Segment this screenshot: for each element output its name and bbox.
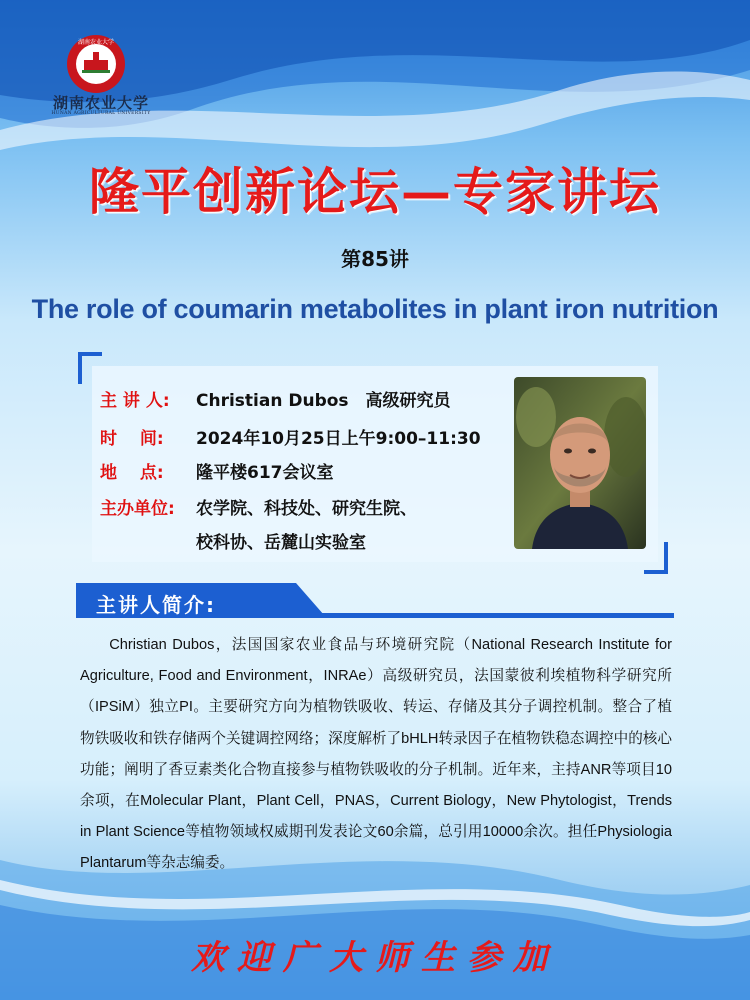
place-value: 隆平楼617会议室 [196,463,334,483]
university-name-english: HUNAN AGRICULTURAL UNIVERSITY [51,111,151,116]
speaker-portrait [514,377,646,549]
host-label: 主办单位: [100,499,175,519]
university-name: 湖南农业大学 [52,94,149,112]
speaker-row [100,386,451,411]
welcome-slogan: 欢迎广大师生参加 [191,938,559,978]
time-value: 2024年10月25日上午9:00–11:30 [196,429,481,449]
host-value-line-1: 农学院、科技处、研究生院、 [196,499,417,519]
forum-title: 隆平创新论坛—专家讲坛 [89,162,661,221]
time-label: 时 间: [100,429,164,449]
logo-ring-text: 湖南农业大学 [77,39,115,46]
lecture-number: 第85讲 [341,247,409,271]
top-left-bracket [76,352,106,386]
talk-title: The role of coumarin metabolites in plant iron nutrition [31,294,719,324]
university-emblem-icon [66,34,126,94]
speaker-value: Christian Dubos 高级研究员 [196,391,451,411]
speaker-bio: Christian Dubos，法国国家农业食品与环境研究院（National Research Institute for Agriculture, Food and Environment，INRAe）高级研究员，法国蒙彼利埃植物科学研究所（IPSiM）独立PI。主要研究方向为植物铁吸收、转运、存储及其分子调控机制。整合了植物铁吸收和铁存储两个关键调控网络；深度解析了bHLH转录因子在植物铁稳态调控中的核心功能；阐明了香豆素类化合物直接参与植物铁吸收的分子机制。近年来，主持ANR等项目10余项，在Molecular Plant，Plant Cell，PNAS，Current Biology，New Phytologist，Trends in Plant Science等植物领域权威期刊发表论文60余篇，总引用10000余次。担任Physiologia Plantarum等杂志编委。 [80,637,672,872]
host-row-2 [100,528,366,553]
place-label: 地 点: [100,463,164,483]
host-value-line-2: 校科协、岳麓山实验室 [196,533,366,553]
speaker-label: 主 讲 人: [100,391,170,411]
place-row [100,458,334,483]
time-row [100,424,481,449]
bio-section-title: 主讲人简介: [96,593,216,617]
host-row [100,494,417,519]
